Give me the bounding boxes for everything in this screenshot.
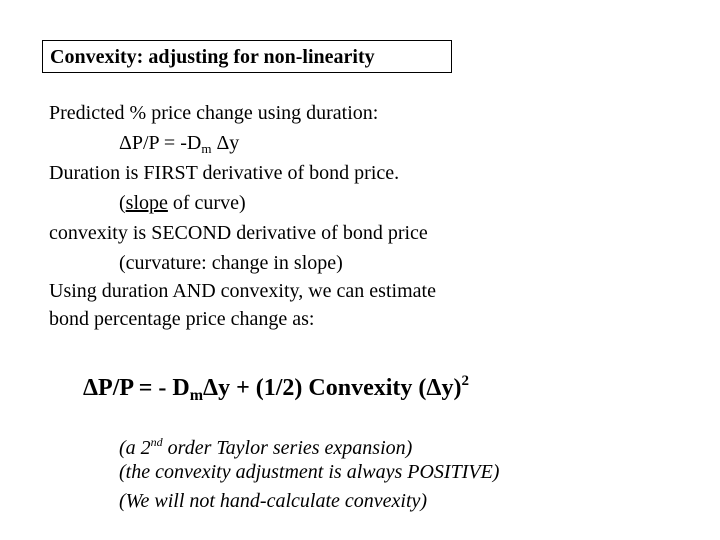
body-line-estimate-2: bond percentage price change as: bbox=[49, 308, 315, 330]
body-line-duration-formula bbox=[119, 131, 239, 161]
body-line-duration-intro: Predicted % price change using duration: bbox=[49, 102, 379, 124]
note-convexity-positive: (the convexity adjustment is always POSITIVE) bbox=[119, 461, 500, 483]
body-line-curvature-note: (curvature: change in slope) bbox=[119, 252, 343, 274]
duration-formula-subscript: m bbox=[201, 141, 212, 156]
body-line-duration-derivative: Duration is FIRST derivative of bond price. bbox=[49, 162, 400, 184]
formula-part2: Δy + (1/2) Convexity (Δy) bbox=[203, 375, 462, 401]
body-line-estimate-1: Using duration AND convexity, we can estimate bbox=[49, 280, 436, 302]
note-taylor-series bbox=[119, 430, 412, 460]
body-line-slope-note bbox=[119, 191, 246, 215]
slope-note-underlined: slope bbox=[125, 192, 168, 214]
duration-formula-post: Δy bbox=[211, 132, 240, 154]
formula-part1: ΔP/P = - D bbox=[83, 375, 190, 401]
note-taylor-superscript: nd bbox=[150, 435, 163, 449]
slide-title: Convexity: adjusting for non-linearity bbox=[50, 46, 375, 68]
slope-note-rest: of curve) bbox=[167, 192, 246, 214]
duration-formula-pre: ΔP/P = -D bbox=[119, 132, 202, 154]
formula-superscript: 2 bbox=[461, 373, 469, 389]
note-taylor-post: order Taylor series expansion) bbox=[162, 437, 413, 459]
note-taylor-pre: (a 2 bbox=[119, 437, 151, 459]
formula-subscript: m bbox=[189, 387, 204, 404]
note-no-hand-calc: (We will not hand-calculate convexity) bbox=[119, 490, 428, 512]
body-line-convexity-derivative: convexity is SECOND derivative of bond price bbox=[49, 222, 428, 244]
slope-note-open: ( bbox=[119, 192, 126, 214]
convexity-formula bbox=[83, 366, 469, 411]
